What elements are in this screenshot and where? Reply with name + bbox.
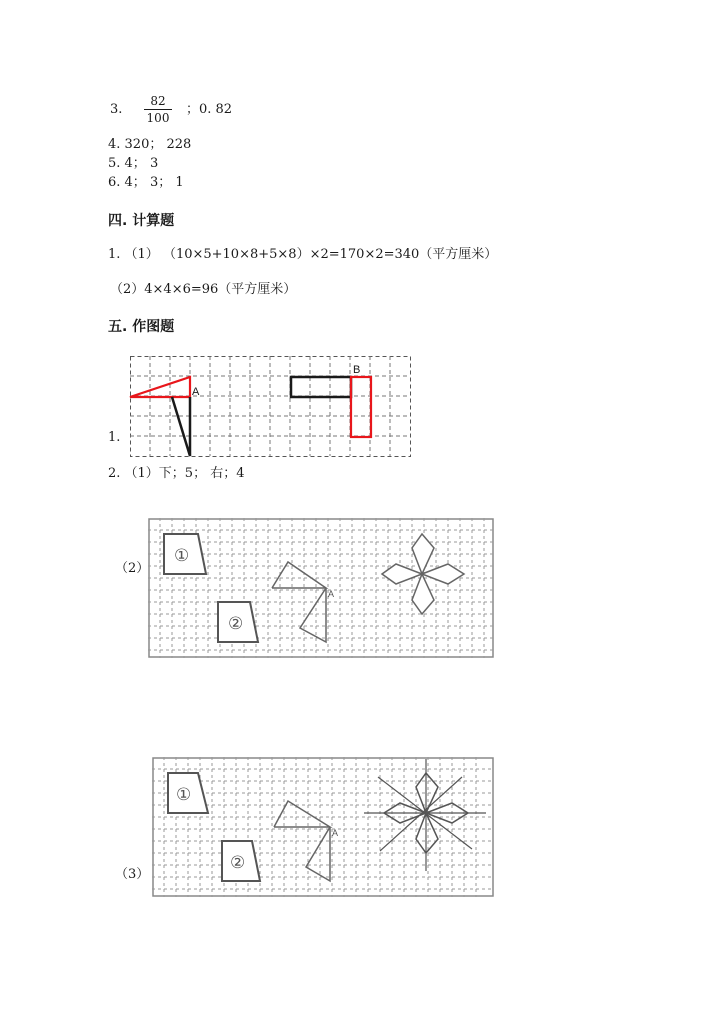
petal-right — [422, 564, 464, 584]
petal-top — [412, 534, 434, 574]
red-rectangle — [351, 377, 371, 437]
shape-2-label: ② — [230, 853, 246, 873]
petal-bottom — [416, 813, 438, 853]
section-4-title: 四. 计算题 — [108, 213, 175, 229]
rotated-triangle-bottom — [306, 827, 330, 881]
calc-line-2: （2）4×4×6=96（平方厘米） — [110, 282, 297, 297]
answer-3-fraction — [144, 94, 172, 125]
answer-3-label: 3. — [110, 102, 123, 117]
drawing-q1-grid — [130, 356, 412, 458]
answer-4: 4. 320； 228 — [108, 137, 192, 152]
drawing-q2-line: 2. （1）下；5； 右；4 — [108, 466, 245, 481]
answer-3-tail: ；0. 82 — [186, 102, 233, 117]
black-rectangle — [291, 377, 351, 397]
red-triangle — [130, 377, 190, 397]
point-a-label: A — [192, 386, 200, 398]
drawing-q2-sub2-label: （2） — [115, 561, 150, 576]
petal-top — [416, 773, 438, 813]
answer-6: 6. 4； 3； 1 — [108, 175, 184, 190]
point-a-label: A — [328, 589, 335, 599]
fraction-denominator: 100 — [146, 111, 170, 125]
petal-bottom — [412, 574, 434, 614]
drawing-q2-sub3-label: （3） — [115, 867, 150, 882]
grid-lines — [130, 356, 410, 456]
point-b-label: B — [353, 364, 361, 376]
point-a-label: A — [332, 828, 339, 838]
fraction-bar — [144, 109, 172, 110]
section-5-title: 五. 作图题 — [108, 319, 175, 335]
fraction-numerator: 82 — [150, 94, 166, 108]
black-triangle — [172, 397, 190, 456]
drawing-q2-sub2-grid — [148, 518, 494, 660]
shape-2-label: ② — [228, 614, 244, 634]
drawing-q2-sub3-grid — [152, 757, 494, 899]
shape-1-label: ① — [176, 785, 192, 805]
calc-line-1: 1. （1） （10×5+10×8+5×8）×2=170×2=340（平方厘米） — [108, 247, 498, 262]
answer-5: 5. 4； 3 — [108, 156, 159, 171]
drawing-q1-label: 1. — [108, 430, 121, 445]
shape-1-label: ① — [174, 546, 190, 566]
